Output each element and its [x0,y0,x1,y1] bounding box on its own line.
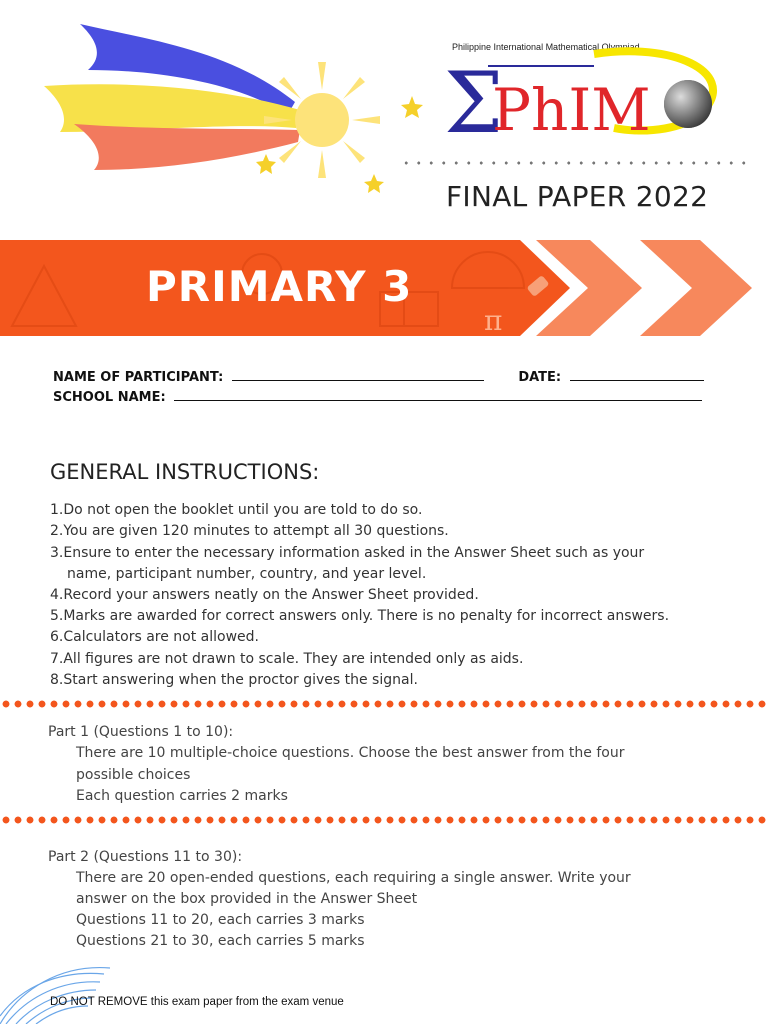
header-artwork [30,10,450,210]
instruction-item: name, participant number, country, and year level. [67,566,427,582]
logo-sigma: Σ [444,54,504,142]
star-icon [364,174,384,193]
instruction-item: 3.Ensure to enter the necessary information asked in the Answer Sheet such as your [50,545,645,561]
part2-line: Questions 21 to 30, each carries 5 marks [76,933,365,949]
part2-heading: Part 2 (Questions 11 to 30): [48,849,243,865]
orange-dotted-divider [0,815,768,825]
name-blank [232,368,484,381]
logo-subtitle: Philippine International Mathematical Olympiad [452,42,640,52]
pi-icon: π [484,304,503,336]
instructions-heading: GENERAL INSTRUCTIONS: [50,460,320,484]
instruction-item: 8.Start answering when the proctor gives the signal. [50,672,418,688]
star-icon [256,154,276,174]
chevron-icon [640,240,752,336]
school-label: SCHOOL NAME: [53,390,166,405]
part1-line: There are 10 multiple-choice questions. Choose the best answer from the four [76,745,625,761]
date-label: DATE: [518,370,562,385]
school-row [53,388,702,405]
star-icon [401,96,423,118]
instruction-item: 7.All figures are not drawn to scale. They are intended only as aids. [50,651,524,667]
instruction-item: 4.Record your answers neatly on the Answer Sheet provided. [50,587,479,603]
instruction-item: 1.Do not open the booklet until you are told to do so. [50,502,423,518]
grade-title: PRIMARY 3 [146,262,413,311]
part1-line: Each question carries 2 marks [76,788,288,804]
footer-note: DO NOT REMOVE this exam paper from the exam venue [50,996,344,1008]
paper-title: FINAL PAPER 2022 [446,180,709,213]
school-blank [174,388,702,401]
instruction-item: 2.You are given 120 minutes to attempt all 30 questions. [50,523,449,539]
instruction-item: 5.Marks are awarded for correct answers only. There is no penalty for incorrect answers. [50,608,670,624]
part2-line: Questions 11 to 20, each carries 3 marks [76,912,365,928]
logo-letters: PhIM [492,76,651,142]
wave-decoration [0,950,140,1024]
phimo-logo [444,42,734,142]
part1-heading: Part 1 (Questions 1 to 10): [48,724,234,740]
name-label: NAME OF PARTICIPANT: [53,370,224,385]
part1-line: possible choices [76,767,191,783]
sun-icon [264,62,380,178]
part2-line: answer on the box provided in the Answer Sheet [76,891,418,907]
orange-dotted-divider [0,699,768,709]
dotted-divider [400,160,750,166]
date-blank [570,368,704,381]
participant-row [53,368,704,385]
instruction-item: 6.Calculators are not allowed. [50,629,259,645]
part2-line: There are 20 open-ended questions, each requiring a single answer. Write your [76,870,631,886]
